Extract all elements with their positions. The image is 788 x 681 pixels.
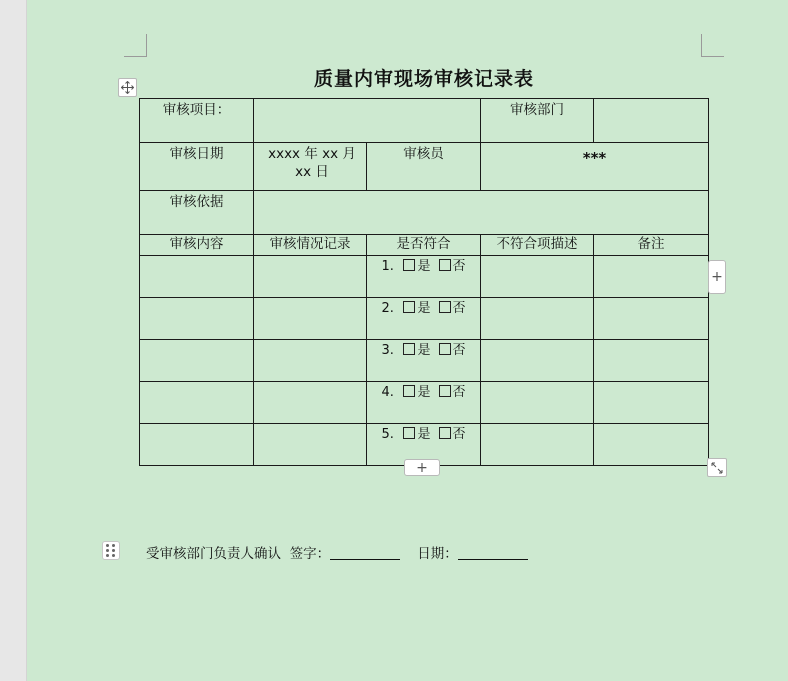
remarks-cell[interactable]	[594, 382, 709, 424]
column-header: 是否符合	[367, 235, 481, 256]
no-checkbox[interactable]	[439, 427, 451, 439]
no-label: 否	[452, 301, 466, 316]
nonconformity-cell[interactable]	[481, 256, 594, 298]
yes-option[interactable]	[403, 343, 430, 358]
audit-record-cell[interactable]	[254, 424, 367, 466]
audit-content-cell[interactable]	[140, 340, 254, 382]
margin-corner-top-left	[124, 34, 147, 57]
no-checkbox[interactable]	[439, 385, 451, 397]
sign-label: 签字：	[289, 546, 331, 562]
no-label: 否	[452, 259, 466, 274]
compliance-cell	[367, 298, 481, 340]
table-row	[140, 340, 709, 382]
audit-item-label: 审核项目：	[140, 99, 254, 143]
auditor-label: 审核员	[367, 143, 481, 191]
yes-label: 是	[417, 427, 431, 442]
remarks-cell[interactable]	[594, 424, 709, 466]
item-number: 3.	[381, 343, 394, 358]
audit-basis-value[interactable]	[254, 191, 709, 235]
audit-item-value[interactable]	[254, 99, 481, 143]
no-option[interactable]	[439, 343, 466, 358]
no-label: 否	[452, 343, 466, 358]
no-option[interactable]	[439, 259, 466, 274]
item-number: 5.	[381, 427, 394, 442]
no-checkbox[interactable]	[439, 343, 451, 355]
audit-record-cell[interactable]	[254, 340, 367, 382]
audit-dept-label: 审核部门	[481, 99, 594, 143]
confirmation-line	[146, 542, 528, 562]
table-row	[140, 256, 709, 298]
column-header: 备注	[594, 235, 709, 256]
remarks-cell[interactable]	[594, 256, 709, 298]
audit-basis-label: 审核依据	[140, 191, 254, 235]
yes-label: 是	[417, 343, 431, 358]
nonconformity-cell[interactable]	[481, 340, 594, 382]
remarks-cell[interactable]	[594, 340, 709, 382]
audit-content-cell[interactable]	[140, 256, 254, 298]
nonconformity-cell[interactable]	[481, 298, 594, 340]
nonconformity-cell[interactable]	[481, 382, 594, 424]
table-resize-icon[interactable]	[707, 458, 727, 477]
no-option[interactable]	[439, 301, 466, 316]
no-option[interactable]	[439, 427, 466, 442]
audit-record-table	[139, 98, 709, 466]
audit-dept-value[interactable]	[594, 99, 709, 143]
table-row	[140, 382, 709, 424]
item-number: 4.	[381, 385, 394, 400]
yes-option[interactable]	[403, 259, 430, 274]
no-label: 否	[452, 427, 466, 442]
nonconformity-cell[interactable]	[481, 424, 594, 466]
column-header: 不符合项描述	[481, 235, 594, 256]
yes-label: 是	[417, 385, 431, 400]
yes-option[interactable]	[403, 427, 430, 442]
yes-checkbox[interactable]	[403, 427, 415, 439]
confirm-text: 受审核部门负责人确认	[146, 546, 281, 562]
add-column-button[interactable]	[708, 260, 726, 294]
document-title: 质量内审现场审核记录表	[313, 68, 534, 90]
left-gutter	[0, 0, 27, 681]
audit-content-cell[interactable]	[140, 298, 254, 340]
table-move-icon[interactable]	[118, 78, 137, 97]
item-number: 1.	[381, 259, 394, 274]
audit-content-cell[interactable]	[140, 424, 254, 466]
audit-date-label: 审核日期	[140, 143, 254, 191]
yes-checkbox[interactable]	[403, 301, 415, 313]
remarks-cell[interactable]	[594, 298, 709, 340]
date-field[interactable]	[458, 545, 528, 560]
yes-option[interactable]	[403, 385, 430, 400]
no-label: 否	[452, 385, 466, 400]
auditor-value[interactable]: ***	[481, 143, 709, 191]
add-row-button[interactable]	[404, 459, 440, 476]
compliance-cell	[367, 340, 481, 382]
compliance-cell	[367, 382, 481, 424]
column-header: 审核情况记录	[254, 235, 367, 256]
plus-icon: +	[711, 269, 723, 285]
compliance-cell	[367, 256, 481, 298]
no-checkbox[interactable]	[439, 301, 451, 313]
yes-checkbox[interactable]	[403, 259, 415, 271]
plus-icon: +	[416, 459, 428, 476]
audit-date-value[interactable]: xxxx 年 xx 月 xx 日	[254, 143, 367, 191]
audit-record-cell[interactable]	[254, 298, 367, 340]
audit-record-cell[interactable]	[254, 256, 367, 298]
date-label: 日期：	[417, 546, 458, 562]
margin-corner-top-right	[701, 34, 724, 57]
item-number: 2.	[381, 301, 394, 316]
no-checkbox[interactable]	[439, 259, 451, 271]
yes-label: 是	[417, 301, 431, 316]
table-row	[140, 298, 709, 340]
sign-field[interactable]	[330, 545, 400, 560]
audit-content-cell[interactable]	[140, 382, 254, 424]
yes-option[interactable]	[403, 301, 430, 316]
yes-checkbox[interactable]	[403, 385, 415, 397]
yes-checkbox[interactable]	[403, 343, 415, 355]
column-header: 审核内容	[140, 235, 254, 256]
no-option[interactable]	[439, 385, 466, 400]
drag-handle-icon[interactable]	[102, 541, 120, 560]
audit-record-cell[interactable]	[254, 382, 367, 424]
yes-label: 是	[417, 259, 431, 274]
